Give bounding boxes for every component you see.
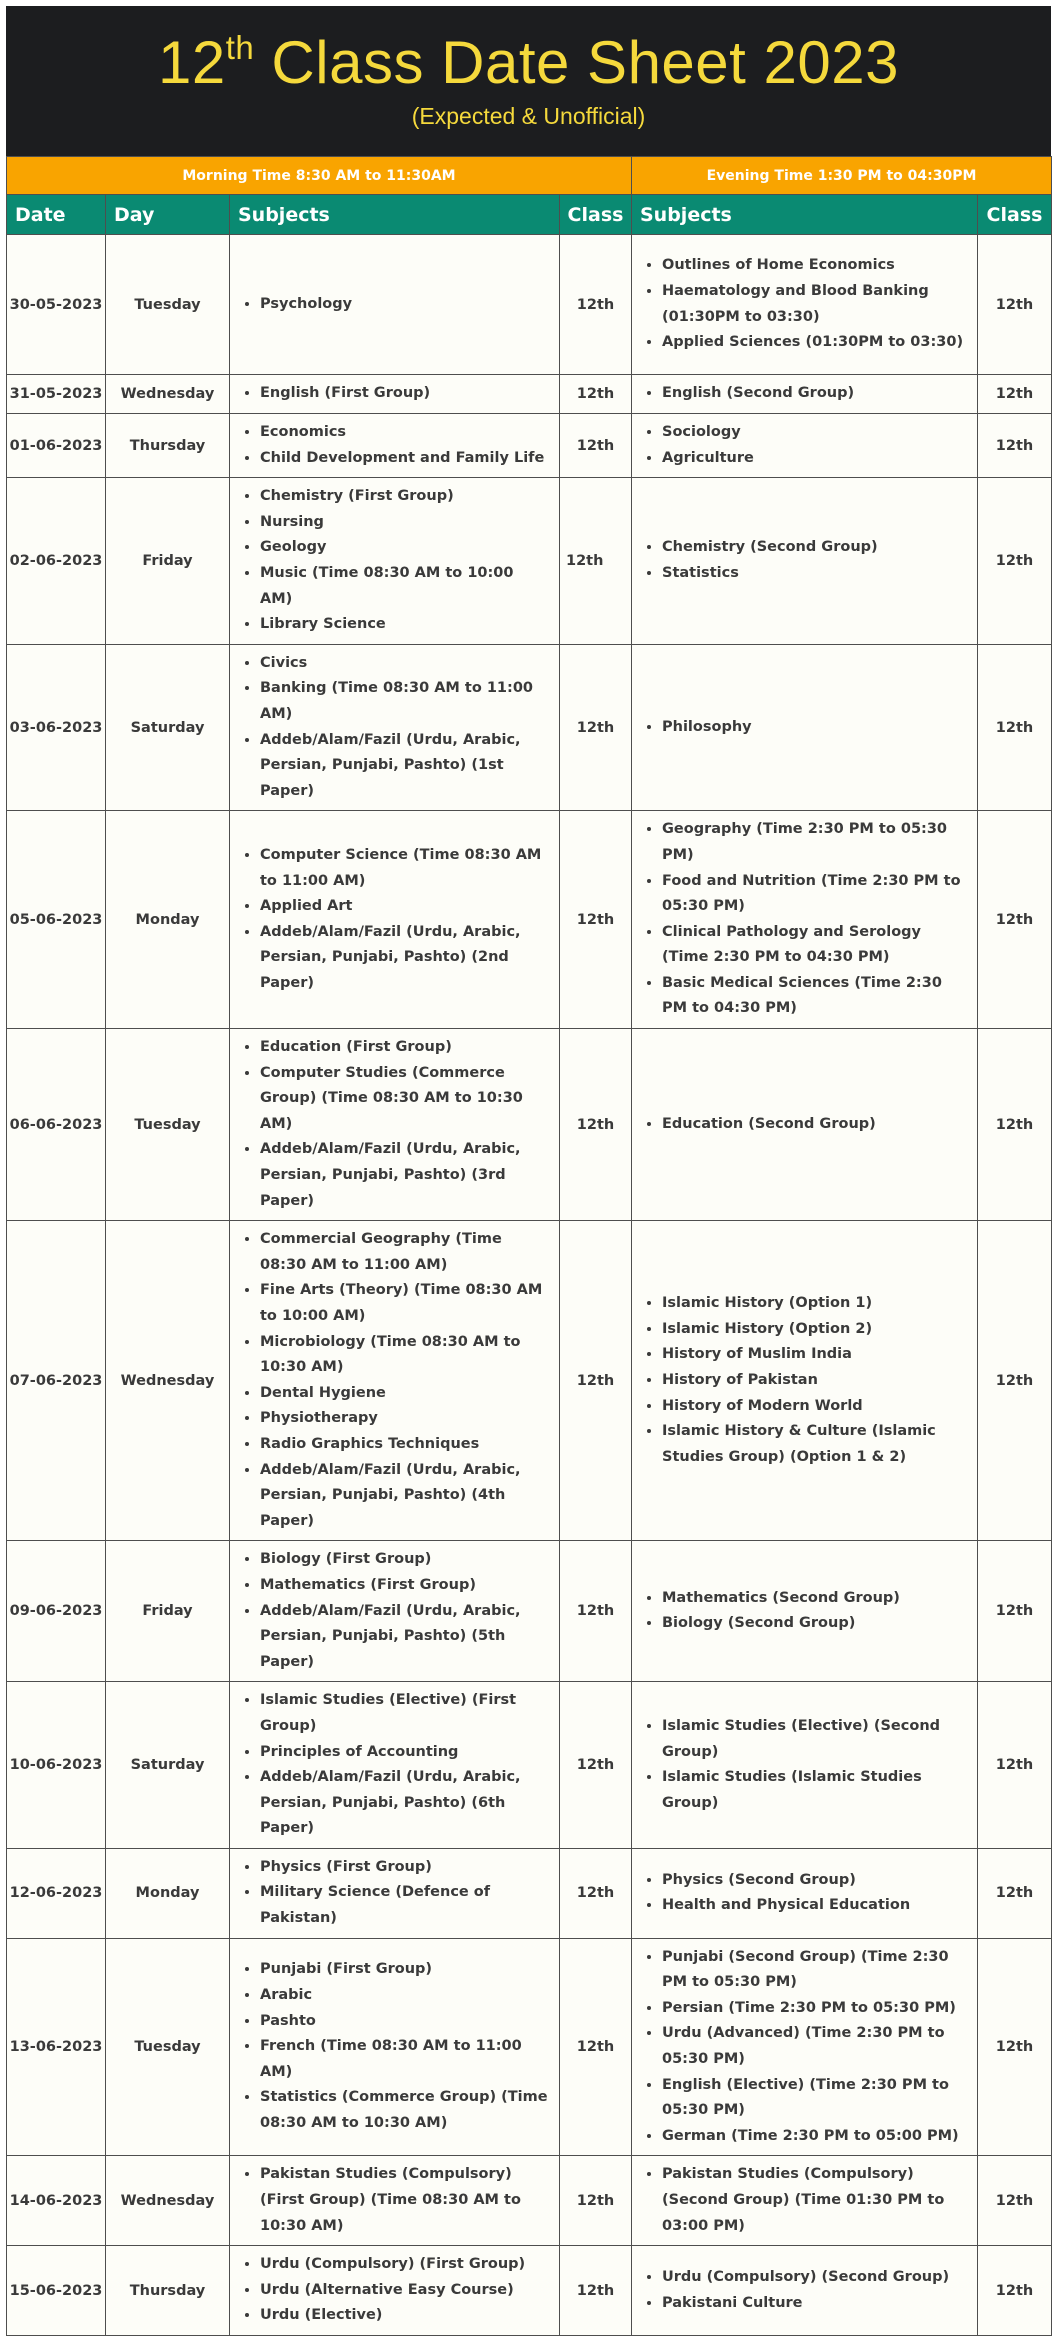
subject-item: • Principles of Accounting: [260, 1740, 549, 1766]
subject-item: • Radio Graphics Techniques: [260, 1432, 549, 1458]
subject-item: • Addeb/Alam/Fazil (Urdu, Arabic, Persian, Punjabi, Pashto) (2nd Paper): [260, 920, 549, 997]
evening-class-cell: 12th: [978, 414, 1052, 478]
subject-item: • Urdu (Elective): [260, 2303, 549, 2329]
subject-item: • Education (First Group): [260, 1035, 549, 1061]
date-cell: 02-06-2023: [7, 478, 106, 645]
subject-item: • Philosophy: [662, 715, 967, 741]
table-row: [7, 414, 1052, 478]
subject-item: • Urdu (Compulsory) (First Group): [260, 2252, 549, 2278]
subject-item: • Banking (Time 08:30 AM to 11:00 AM): [260, 676, 549, 727]
title-superscript: th: [225, 29, 255, 66]
table-row: [7, 811, 1052, 1029]
day-cell: Tuesday: [106, 1938, 230, 2156]
morning-subjects-cell: [230, 1938, 560, 2156]
day-cell: Thursday: [106, 2246, 230, 2336]
subject-item: • Computer Studies (Commerce Group) (Time 08:30 AM to 10:30 AM): [260, 1061, 549, 1138]
subject-item: • Civics: [260, 651, 549, 677]
morning-class-cell: 12th: [560, 478, 632, 645]
morning-subjects-cell-list: [238, 381, 549, 407]
day-cell: Wednesday: [106, 1221, 230, 1541]
subject-item: • Basic Medical Sciences (Time 2:30 PM to 04:30 PM): [662, 971, 967, 1022]
subject-item: • Islamic Studies (Islamic Studies Group): [662, 1765, 967, 1816]
table-row: [7, 644, 1052, 811]
evening-subjects-cell-list: [640, 535, 967, 586]
evening-class-cell: 12th: [978, 1938, 1052, 2156]
subject-item: • Child Development and Family Life: [260, 446, 549, 472]
morning-class-cell: 12th: [560, 1848, 632, 1938]
subject-item: • German (Time 2:30 PM to 05:00 PM): [662, 2124, 967, 2150]
table-row: [7, 1682, 1052, 1849]
morning-subjects-cell-list: [238, 1688, 549, 1842]
evening-subjects-cell: [632, 478, 978, 645]
header-evening-subjects: Subjects: [632, 195, 978, 235]
subject-item: • Islamic History (Option 1): [662, 1291, 967, 1317]
table-row: [7, 235, 1052, 375]
morning-subjects-cell-list: [238, 484, 549, 638]
evening-class-cell: 12th: [978, 2246, 1052, 2336]
header-day: Day: [106, 195, 230, 235]
subject-item: • Islamic History (Option 2): [662, 1317, 967, 1343]
subject-item: • Education (Second Group): [662, 1112, 967, 1138]
subject-item: • Chemistry (First Group): [260, 484, 549, 510]
page-subtitle: (Expected & Unofficial): [411, 103, 646, 129]
morning-subjects-cell: [230, 811, 560, 1029]
morning-subjects-cell: [230, 2246, 560, 2336]
session-time-row: [7, 157, 1052, 195]
morning-subjects-cell-list: [238, 2162, 549, 2239]
subject-item: • Physiotherapy: [260, 1406, 549, 1432]
morning-subjects-cell-list: [238, 292, 549, 318]
subject-item: • History of Pakistan: [662, 1368, 967, 1394]
day-cell: Monday: [106, 1848, 230, 1938]
date-cell: 14-06-2023: [7, 2156, 106, 2246]
evening-class-cell: 12th: [978, 375, 1052, 414]
morning-subjects-cell: [230, 1541, 560, 1682]
subject-item: • Statistics: [662, 561, 967, 587]
evening-subjects-cell-list: [640, 1714, 967, 1816]
subject-item: • Geology: [260, 535, 549, 561]
morning-subjects-cell: [230, 235, 560, 375]
evening-subjects-cell-list: [640, 817, 967, 1022]
evening-class-cell: 12th: [978, 1541, 1052, 1682]
subject-item: • Economics: [260, 420, 549, 446]
evening-subjects-cell-list: [640, 2265, 967, 2316]
morning-class-cell: 12th: [560, 644, 632, 811]
subject-item: • English (Elective) (Time 2:30 PM to 05:30 PM): [662, 2073, 967, 2124]
morning-subjects-cell: [230, 1682, 560, 1849]
evening-subjects-cell-list: [640, 1291, 967, 1470]
morning-class-cell: 12th: [560, 1938, 632, 2156]
day-cell: Wednesday: [106, 2156, 230, 2246]
date-cell: 03-06-2023: [7, 644, 106, 811]
evening-class-cell: 12th: [978, 1029, 1052, 1221]
title-rest: Class Date Sheet 2023: [254, 29, 899, 96]
evening-class-cell: 12th: [978, 811, 1052, 1029]
date-cell: 12-06-2023: [7, 1848, 106, 1938]
morning-class-cell: 12th: [560, 235, 632, 375]
title-banner: [6, 6, 1051, 156]
table-row: [7, 2246, 1052, 2336]
table-row: [7, 375, 1052, 414]
subject-item: • Psychology: [260, 292, 549, 318]
evening-subjects-cell: [632, 1221, 978, 1541]
table-body: [7, 235, 1052, 2336]
table-row: [7, 1541, 1052, 1682]
evening-class-cell: 12th: [978, 1848, 1052, 1938]
evening-subjects-cell-list: [640, 2162, 967, 2239]
day-cell: Friday: [106, 478, 230, 645]
evening-subjects-cell: [632, 414, 978, 478]
evening-subjects-cell: [632, 1682, 978, 1849]
date-cell: 09-06-2023: [7, 1541, 106, 1682]
subject-item: • Punjabi (First Group): [260, 1957, 549, 1983]
morning-subjects-cell-list: [238, 1547, 549, 1675]
morning-subjects-cell: [230, 1029, 560, 1221]
day-cell: Saturday: [106, 644, 230, 811]
subject-item: • Nursing: [260, 510, 549, 536]
table-header-row: [7, 195, 1052, 235]
evening-subjects-cell-list: [640, 1112, 967, 1138]
morning-subjects-cell: [230, 375, 560, 414]
morning-class-cell: 12th: [560, 1541, 632, 1682]
subject-item: • History of Modern World: [662, 1394, 967, 1420]
date-cell: 07-06-2023: [7, 1221, 106, 1541]
day-cell: Friday: [106, 1541, 230, 1682]
morning-subjects-cell-list: [238, 2252, 549, 2329]
subject-item: • Islamic History & Culture (Islamic Studies Group) (Option 1 & 2): [662, 1419, 967, 1470]
morning-class-cell: 12th: [560, 2246, 632, 2336]
subject-item: • French (Time 08:30 AM to 11:00 AM): [260, 2034, 549, 2085]
subject-item: • Music (Time 08:30 AM to 10:00 AM): [260, 561, 549, 612]
header-date: Date: [7, 195, 106, 235]
table-row: [7, 1938, 1052, 2156]
subject-item: • Agriculture: [662, 446, 967, 472]
morning-subjects-cell: [230, 1848, 560, 1938]
table-row: [7, 1029, 1052, 1221]
day-cell: Monday: [106, 811, 230, 1029]
subject-item: • Addeb/Alam/Fazil (Urdu, Arabic, Persian, Punjabi, Pashto) (6th Paper): [260, 1765, 549, 1842]
subject-item: • Urdu (Advanced) (Time 2:30 PM to 05:30 PM): [662, 2021, 967, 2072]
date-cell: 10-06-2023: [7, 1682, 106, 1849]
evening-subjects-cell: [632, 375, 978, 414]
subject-item: • Outlines of Home Economics: [662, 253, 967, 279]
date-cell: 15-06-2023: [7, 2246, 106, 2336]
date-cell: 13-06-2023: [7, 1938, 106, 2156]
subject-item: • Library Science: [260, 612, 549, 638]
evening-subjects-cell-list: [640, 1586, 967, 1637]
subject-item: • English (First Group): [260, 381, 549, 407]
subject-item: • Punjabi (Second Group) (Time 2:30 PM to 05:30 PM): [662, 1945, 967, 1996]
morning-class-cell: 12th: [560, 811, 632, 1029]
evening-subjects-cell: [632, 1541, 978, 1682]
subject-item: • Physics (Second Group): [662, 1868, 967, 1894]
evening-class-cell: 12th: [978, 644, 1052, 811]
subject-item: • Military Science (Defence of Pakistan): [260, 1880, 549, 1931]
subject-item: • Pashto: [260, 2009, 549, 2035]
morning-class-cell: 12th: [560, 2156, 632, 2246]
evening-subjects-cell-list: [640, 420, 967, 471]
subject-item: • Pakistan Studies (Compulsory) (Second Group) (Time 01:30 PM to 03:00 PM): [662, 2162, 967, 2239]
morning-subjects-cell-list: [238, 1227, 549, 1534]
subject-item: • Applied Sciences (01:30PM to 03:30): [662, 330, 967, 356]
evening-subjects-cell: [632, 235, 978, 375]
subject-item: • English (Second Group): [662, 381, 967, 407]
table-row: [7, 1848, 1052, 1938]
evening-time-banner: Evening Time 1:30 PM to 04:30PM: [632, 157, 1052, 195]
morning-subjects-cell-list: [238, 843, 549, 997]
table-row: [7, 478, 1052, 645]
subject-item: • Arabic: [260, 1983, 549, 2009]
subject-item: • Computer Science (Time 08:30 AM to 11:00 AM): [260, 843, 549, 894]
date-cell: 31-05-2023: [7, 375, 106, 414]
evening-subjects-cell-list: [640, 253, 967, 355]
evening-subjects-cell: [632, 1029, 978, 1221]
subject-item: • Persian (Time 2:30 PM to 05:30 PM): [662, 1996, 967, 2022]
subject-item: • Islamic Studies (Elective) (First Group): [260, 1688, 549, 1739]
subject-item: • Addeb/Alam/Fazil (Urdu, Arabic, Persian, Punjabi, Pashto) (1st Paper): [260, 728, 549, 805]
evening-subjects-cell: [632, 644, 978, 811]
day-cell: Saturday: [106, 1682, 230, 1849]
subject-item: • Applied Art: [260, 894, 549, 920]
morning-subjects-cell: [230, 1221, 560, 1541]
subject-item: • Clinical Pathology and Serology (Time 2:30 PM to 04:30 PM): [662, 920, 967, 971]
day-cell: Thursday: [106, 414, 230, 478]
page-title: [6, 6, 1051, 98]
evening-class-cell: 12th: [978, 1221, 1052, 1541]
subject-item: • Pakistani Culture: [662, 2291, 967, 2317]
subject-item: • Health and Physical Education: [662, 1893, 967, 1919]
table-row: [7, 1221, 1052, 1541]
subject-item: • Physics (First Group): [260, 1855, 549, 1881]
subject-item: • Addeb/Alam/Fazil (Urdu, Arabic, Persian, Punjabi, Pashto) (3rd Paper): [260, 1137, 549, 1214]
evening-subjects-cell: [632, 811, 978, 1029]
evening-class-cell: 12th: [978, 478, 1052, 645]
subject-item: • Statistics (Commerce Group) (Time 08:30 AM to 10:30 AM): [260, 2085, 549, 2136]
morning-subjects-cell: [230, 414, 560, 478]
header-morning-class: Class: [560, 195, 632, 235]
morning-class-cell: 12th: [560, 1029, 632, 1221]
subject-item: • Food and Nutrition (Time 2:30 PM to 05:30 PM): [662, 869, 967, 920]
morning-subjects-cell: [230, 478, 560, 645]
subject-item: • Chemistry (Second Group): [662, 535, 967, 561]
subject-item: • History of Muslim India: [662, 1342, 967, 1368]
table-row: [7, 2156, 1052, 2246]
subject-item: • Mathematics (First Group): [260, 1573, 549, 1599]
evening-subjects-cell-list: [640, 381, 967, 407]
subject-item: • Dental Hygiene: [260, 1381, 549, 1407]
subject-item: • Microbiology (Time 08:30 AM to 10:30 AM): [260, 1330, 549, 1381]
date-cell: 01-06-2023: [7, 414, 106, 478]
subject-item: • Pakistan Studies (Compulsory) (First Group) (Time 08:30 AM to 10:30 AM): [260, 2162, 549, 2239]
morning-class-cell: 12th: [560, 1682, 632, 1849]
subject-item: • Sociology: [662, 420, 967, 446]
subject-item: • Commercial Geography (Time 08:30 AM to 11:00 AM): [260, 1227, 549, 1278]
subject-item: • Haematology and Blood Banking (01:30PM to 03:30): [662, 279, 967, 330]
subject-item: • Islamic Studies (Elective) (Second Group): [662, 1714, 967, 1765]
header-evening-class: Class: [978, 195, 1052, 235]
subject-item: • Urdu (Alternative Easy Course): [260, 2278, 549, 2304]
morning-subjects-cell: [230, 2156, 560, 2246]
day-cell: Tuesday: [106, 1029, 230, 1221]
evening-subjects-cell-list: [640, 1945, 967, 2150]
subject-item: • Biology (Second Group): [662, 1611, 967, 1637]
evening-subjects-cell-list: [640, 1868, 967, 1919]
date-sheet: [6, 6, 1051, 2336]
day-cell: Tuesday: [106, 235, 230, 375]
morning-class-cell: 12th: [560, 1221, 632, 1541]
schedule-table: [6, 156, 1052, 2336]
date-cell: 06-06-2023: [7, 1029, 106, 1221]
subject-item: • Geography (Time 2:30 PM to 05:30 PM): [662, 817, 967, 868]
subject-item: • Urdu (Compulsory) (Second Group): [662, 2265, 967, 2291]
evening-subjects-cell: [632, 2156, 978, 2246]
morning-subjects-cell-list: [238, 1957, 549, 2136]
morning-class-cell: 12th: [560, 375, 632, 414]
header-morning-subjects: Subjects: [230, 195, 560, 235]
subject-item: • Addeb/Alam/Fazil (Urdu, Arabic, Persian, Punjabi, Pashto) (4th Paper): [260, 1458, 549, 1535]
morning-subjects-cell: [230, 644, 560, 811]
evening-subjects-cell: [632, 1848, 978, 1938]
subject-item: • Fine Arts (Theory) (Time 08:30 AM to 10:00 AM): [260, 1278, 549, 1329]
subject-item: • Addeb/Alam/Fazil (Urdu, Arabic, Persian, Punjabi, Pashto) (5th Paper): [260, 1599, 549, 1676]
morning-time-banner: Morning Time 8:30 AM to 11:30AM: [7, 157, 632, 195]
morning-subjects-cell-list: [238, 651, 549, 805]
morning-subjects-cell-list: [238, 1855, 549, 1932]
date-cell: 05-06-2023: [7, 811, 106, 1029]
evening-subjects-cell: [632, 1938, 978, 2156]
morning-class-cell: 12th: [560, 414, 632, 478]
morning-subjects-cell-list: [238, 1035, 549, 1214]
evening-class-cell: 12th: [978, 235, 1052, 375]
title-prefix: 12: [157, 29, 226, 96]
morning-subjects-cell-list: [238, 420, 549, 471]
evening-subjects-cell-list: [640, 715, 967, 741]
date-cell: 30-05-2023: [7, 235, 106, 375]
day-cell: Wednesday: [106, 375, 230, 414]
evening-class-cell: 12th: [978, 2156, 1052, 2246]
evening-class-cell: 12th: [978, 1682, 1052, 1849]
subject-item: • Mathematics (Second Group): [662, 1586, 967, 1612]
evening-subjects-cell: [632, 2246, 978, 2336]
subject-item: • Biology (First Group): [260, 1547, 549, 1573]
